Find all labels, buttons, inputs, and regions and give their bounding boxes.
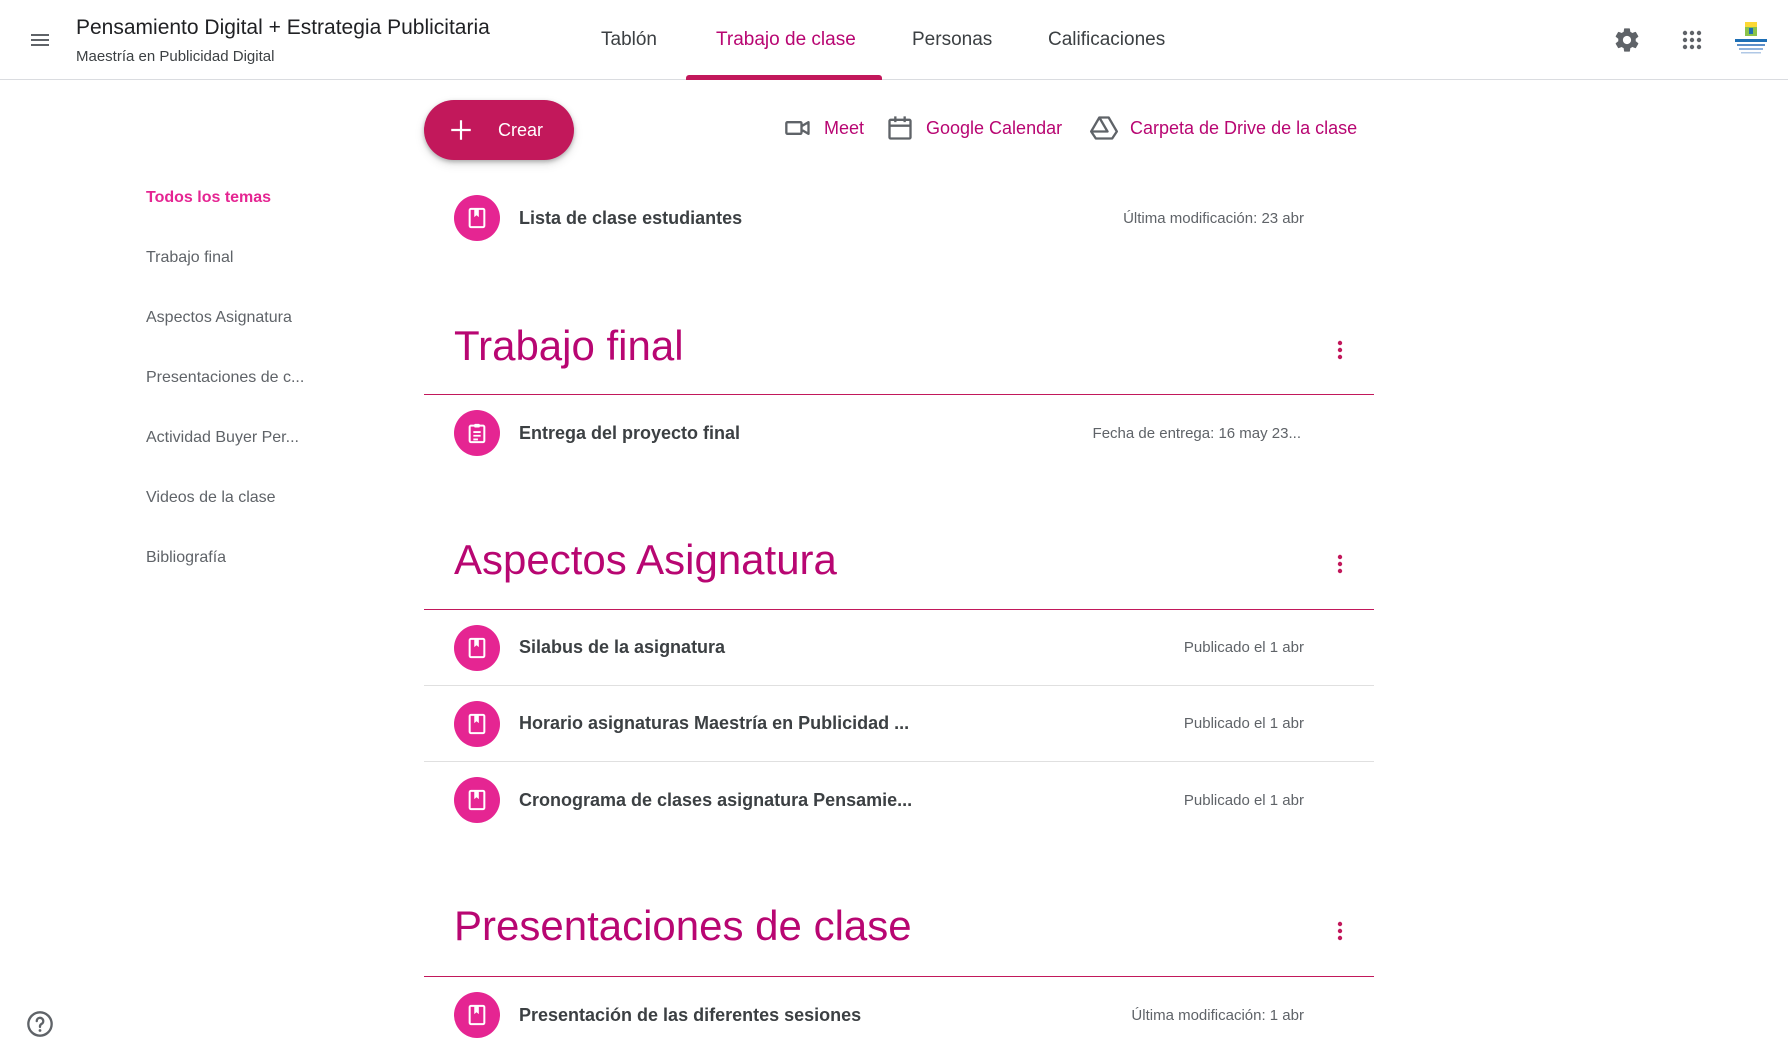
- topic-actividad-buyer[interactable]: Actividad Buyer Per...: [146, 429, 299, 446]
- list-item[interactable]: [424, 180, 1374, 256]
- menu-icon[interactable]: [22, 22, 58, 58]
- topic-presentaciones[interactable]: Presentaciones de c...: [146, 369, 305, 386]
- more-vert-icon[interactable]: [1322, 546, 1358, 582]
- item-title: Entrega del proyecto final: [519, 422, 741, 443]
- topic-trabajo-final[interactable]: Trabajo final: [146, 249, 234, 266]
- section-title: Presentaciones de clase: [454, 902, 912, 949]
- help-icon[interactable]: [22, 1006, 58, 1042]
- topic-videos[interactable]: Videos de la clase: [146, 489, 276, 506]
- list-item[interactable]: [424, 977, 1374, 1053]
- section-title: Aspectos Asignatura: [454, 536, 837, 583]
- course-title[interactable]: Pensamiento Digital + Estrategia Publicitaria: [76, 16, 490, 39]
- material-icon: [454, 195, 500, 241]
- drive-folder-label: Carpeta de Drive de la clase: [1130, 117, 1358, 138]
- list-item[interactable]: [424, 610, 1374, 686]
- meet-link[interactable]: [784, 112, 864, 144]
- tab-stream[interactable]: Tablón: [601, 29, 657, 50]
- more-vert-icon[interactable]: [1322, 332, 1358, 368]
- create-button-label: Crear: [498, 119, 544, 140]
- item-meta: Última modificación: 1 abr: [1131, 1006, 1304, 1024]
- tab-classwork[interactable]: Trabajo de clase: [716, 29, 856, 50]
- item-meta: Publicado el 1 abr: [1183, 791, 1304, 809]
- item-title: Horario asignaturas Maestría en Publicidad ...: [519, 713, 910, 733]
- list-item[interactable]: [424, 395, 1374, 471]
- item-title: Cronograma de clases asignatura Pensamie...: [519, 789, 913, 810]
- list-item[interactable]: [424, 762, 1374, 838]
- material-icon: [454, 701, 500, 747]
- meet-label: Meet: [824, 117, 865, 138]
- item-meta: Publicado el 1 abr: [1183, 639, 1304, 656]
- material-icon: [454, 625, 500, 671]
- item-meta: Fecha de entrega: 16 may 23...: [1092, 424, 1301, 442]
- drive-icon: [1090, 114, 1118, 142]
- drive-folder-link[interactable]: [1090, 112, 1357, 144]
- item-title: Silabus de la asignatura: [519, 637, 726, 657]
- course-header[interactable]: [76, 16, 490, 65]
- tab-grades[interactable]: Calificaciones: [1048, 29, 1166, 50]
- plus-icon: [448, 117, 474, 143]
- material-icon: [454, 992, 500, 1038]
- calendar-label: Google Calendar: [926, 117, 1063, 138]
- item-title: Lista de clase estudiantes: [519, 207, 743, 228]
- topic-bibliografia[interactable]: Bibliografía: [146, 549, 227, 566]
- tab-people[interactable]: Personas: [912, 29, 993, 50]
- active-tab-indicator: [686, 75, 882, 80]
- create-button[interactable]: [424, 100, 574, 160]
- item-meta: Publicado el 1 abr: [1183, 715, 1304, 732]
- item-meta: Última modificación: 23 abr: [1123, 209, 1304, 227]
- course-subtitle: Maestría en Publicidad Digital: [76, 48, 275, 65]
- calendar-icon: [886, 114, 914, 142]
- calendar-link[interactable]: [886, 112, 1062, 144]
- video-camera-icon: [784, 114, 812, 142]
- item-title: Presentación de las diferentes sesiones: [519, 1004, 862, 1025]
- university-logo[interactable]: [1731, 20, 1771, 60]
- apps-icon[interactable]: [1674, 22, 1710, 58]
- topic-aspectos-asignatura[interactable]: Aspectos Asignatura: [146, 309, 292, 326]
- top-app-bar: [0, 0, 1788, 80]
- topic-all[interactable]: Todos los temas: [146, 189, 272, 206]
- section-title: Trabajo final: [454, 322, 684, 369]
- assignment-icon: [454, 410, 500, 456]
- settings-icon[interactable]: [1609, 22, 1645, 58]
- more-vert-icon[interactable]: [1322, 913, 1358, 949]
- list-item[interactable]: [424, 686, 1374, 762]
- material-icon: [454, 777, 500, 823]
